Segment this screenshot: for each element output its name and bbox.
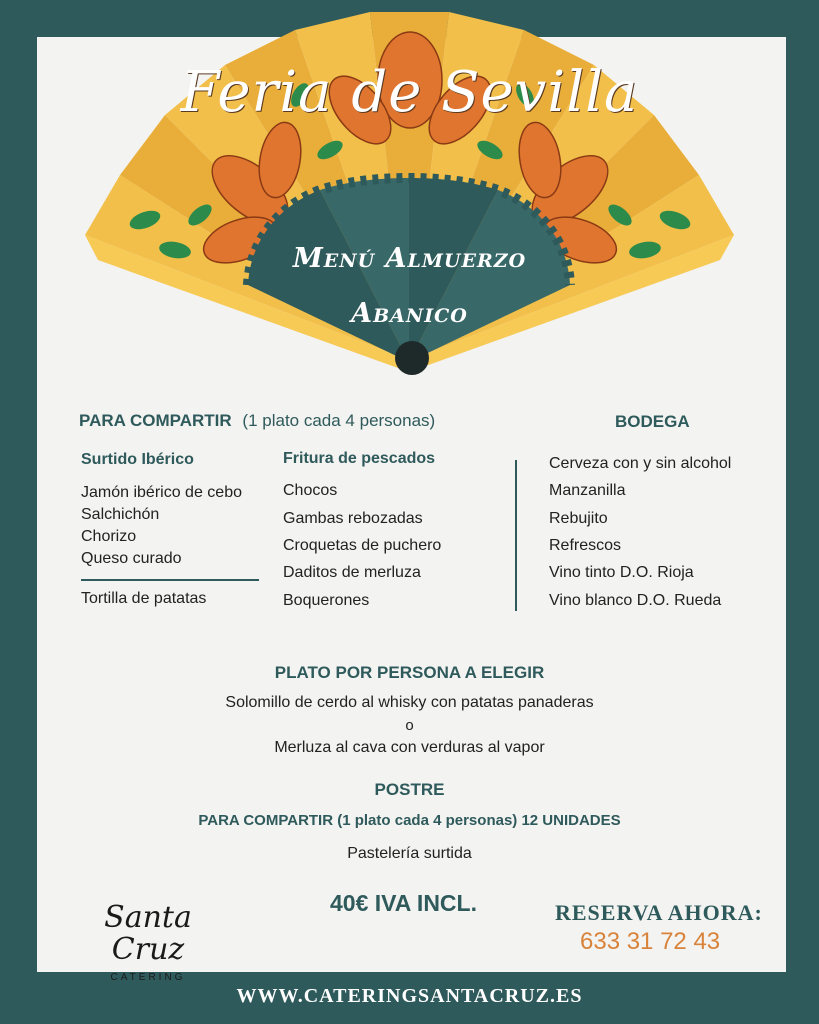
main-option-2: Merluza al cava con verduras al vapor — [274, 739, 545, 756]
list-item: Rebujito — [549, 510, 608, 527]
price: 40€ IVA INCL. — [330, 890, 477, 916]
list-item: Jamón ibérico de cebo — [81, 484, 242, 501]
list-item: Vino tinto D.O. Rioja — [549, 564, 694, 581]
list-item: Chocos — [283, 482, 338, 499]
dessert-heading: POSTRE — [374, 780, 445, 799]
list-item: Croquetas de puchero — [283, 537, 442, 554]
main-option-or: o — [405, 717, 414, 734]
share-heading-row — [79, 411, 435, 431]
col2-title: Fritura de pescados — [283, 450, 436, 467]
bodega-heading: BODEGA — [615, 412, 690, 431]
share-note: (1 plato cada 4 personas) — [242, 411, 436, 430]
share-heading: PARA COMPARTIR — [79, 411, 232, 430]
list-item: Boquerones — [283, 592, 370, 609]
list-item: Refrescos — [549, 537, 622, 554]
vertical-divider — [515, 460, 517, 611]
list-item: Salchichón — [81, 506, 160, 523]
dessert-subheading: PARA COMPARTIR (1 plato cada 4 personas) 12 UNIDADES — [198, 812, 621, 829]
main-course-heading: PLATO POR PERSONA A ELEGIR — [274, 663, 545, 682]
list-item: Cerveza con y sin alcohol — [549, 455, 732, 472]
col1-title: Surtido Ibérico — [81, 451, 194, 468]
list-item: Chorizo — [81, 528, 137, 545]
list-item: Daditos de merluza — [283, 564, 421, 581]
main-option-1: Solomillo de cerdo al whisky con patatas panaderas — [225, 694, 594, 711]
phone-number[interactable]: 633 31 72 43 — [580, 928, 721, 955]
script-title: Feria de Sevilla — [180, 60, 639, 125]
brand-sub: CATERING — [110, 972, 186, 983]
divider — [81, 579, 259, 581]
list-item: Tortilla de patatas — [81, 590, 207, 607]
list-item: Queso curado — [81, 550, 182, 567]
menu-title-line2: Abanico — [351, 298, 468, 329]
fan-pivot — [395, 341, 429, 375]
reserve-label: RESERVA AHORA: — [555, 900, 763, 925]
brand-name: Santa Cruz — [104, 900, 192, 967]
website-link[interactable]: WWW.CATERINGSANTACRUZ.ES — [236, 985, 583, 1007]
list-item: Vino blanco D.O. Rueda — [549, 592, 722, 609]
brand-logo — [68, 902, 228, 983]
list-item: Manzanilla — [549, 482, 626, 499]
menu-title-line1: Menú Almuerzo — [292, 243, 527, 274]
list-item: Gambas rebozadas — [283, 510, 423, 527]
dessert-item: Pastelería surtida — [347, 845, 472, 862]
